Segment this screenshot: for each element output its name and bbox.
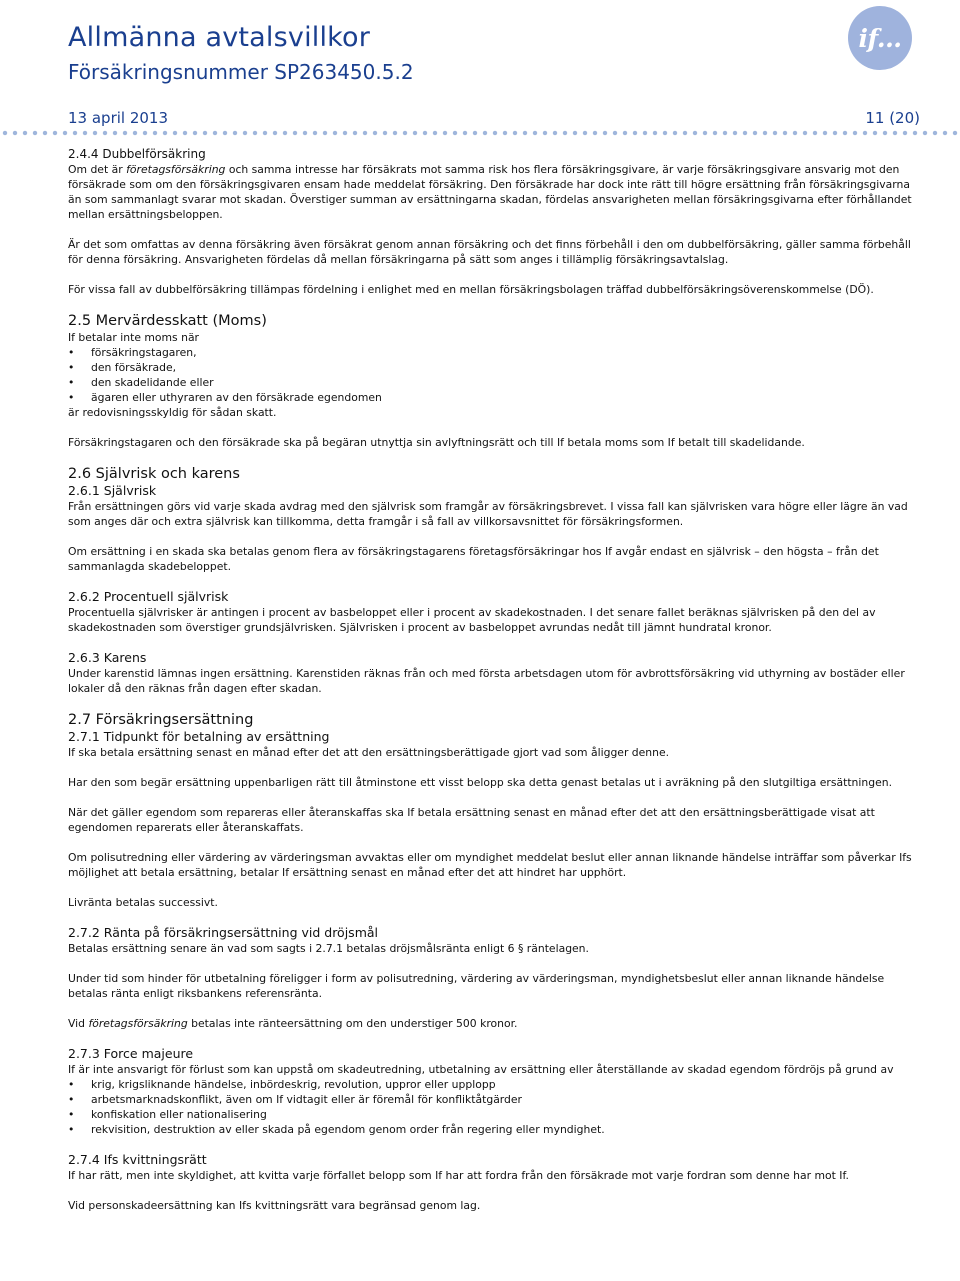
section-heading-2-6: 2.6 Självrisk och karens (68, 466, 240, 482)
emphasis-text: företagsförsäkring (126, 163, 226, 176)
list-item: • konfiskation eller nationalisering (68, 1107, 924, 1122)
paragraph: För vissa fall av dubbelförsäkring tillämpas fördelning i enlighet med en mellan försäkringsbolagen träffad dubbelförsäkringsöverenskommelse (DÖ). (68, 283, 874, 296)
document-title: Allmänna avtalsvillkor (68, 22, 371, 53)
section-heading-2-6-2: 2.6.2 Procentuell självrisk (68, 589, 229, 604)
paragraph (68, 162, 924, 222)
paragraph: När det gäller egendom som repareras eller återanskaffas ska If betala ersättning senast en månad efter det att den ersättningsberättigade visat att egendomen reparerats eller återanskaffats. (68, 806, 875, 834)
paragraph (68, 1016, 924, 1031)
paragraph: If har rätt, men inte skyldighet, att kvitta varje förfallet belopp som If har att fordra från den försäkrade mot varje fordran som denne har mot If. (68, 1169, 849, 1182)
paragraph: Från ersättningen görs vid varje skada avdrag med den självrisk som framgår av försäkringsbrevet. I vissa fall kan självrisken vara högre eller lägre än vad som anges där och extra självrisk kan tillkomma, detta framgår i så fall av villkorsavsnittet för försäkringsformen. (68, 500, 908, 528)
list-item: • rekvisition, destruktion av eller skada på egendom genom order från regering eller myndighet. (68, 1122, 924, 1137)
section-heading-2-7-4: 2.7.4 Ifs kvittningsrätt (68, 1152, 207, 1167)
paragraph: är redovisningsskyldig för sådan skatt. (68, 406, 277, 419)
text-run: och samma intresse har försäkrats mot samma risk hos flera försäkringsgivare, är varje försäkringsgivare ansvarig mot den försäkrade som om den försäkringsgivaren ensam hade meddelat försäkring. Den försäkrade har dock inte rätt till högre ersättning från försäkringsgivarna än som sammanlagt svarar mot skadan. Överstiger summan av ersättningarna skadan, fördelas ansvarigheten mellan försäkringsgivarna efter förhållandet mellan ersättningsbeloppen. (68, 163, 912, 221)
page-number: 11 (20) (865, 109, 920, 127)
bullet-list (68, 345, 924, 405)
list-item: • krig, krigsliknande händelse, inbördeskrig, revolution, uppror eller upplopp (68, 1077, 924, 1092)
section-heading-2-5: 2.5 Mervärdesskatt (Moms) (68, 313, 267, 329)
paragraph: Är det som omfattas av denna försäkring även försäkrat genom annan försäkring och det finns förbehåll i den om dubbelförsäkring, gäller samma förbehåll för denna försäkring. Ansvarigheten fördelas då mellan försäkringarna på sätt som anges i tillämplig försäkringsavtalslag. (68, 238, 911, 266)
paragraph: If betalar inte moms när (68, 331, 199, 344)
paragraph: Under tid som hinder för utbetalning föreligger i form av polisutredning, värdering av värderingsman, myndighetsbeslut eller annan liknande händelse betalas ränta enligt riksbankens referensränta. (68, 972, 885, 1000)
paragraph: If är inte ansvarigt för förlust som kan uppstå om skadeutredning, utbetalning av ersättning eller återställande av skadad egendom fördröjs på grund av (68, 1063, 894, 1076)
section-heading-2-7-2: 2.7.2 Ränta på försäkringsersättning vid dröjsmål (68, 925, 379, 940)
list-item: • den skadelidande eller (68, 375, 924, 390)
text-run: Om det är (68, 163, 127, 176)
paragraph: Om polisutredning eller värdering av värderingsman avvaktas eller om myndighet meddelat beslut eller annan liknande händelse inträffar som påverkar Ifs möjlighet att betala ersättning, betalar If ersättning senast en månad efter det att hindret har upphört. (68, 851, 912, 879)
document-body (68, 146, 924, 1213)
section-heading-2-7: 2.7 Försäkringsersättning (68, 712, 254, 728)
text-run: betalas inte ränteersättning om den understiger 500 kronor. (187, 1017, 518, 1030)
paragraph: Livränta betalas successivt. (68, 896, 218, 909)
bullet-list (68, 1077, 924, 1137)
document-date: 13 april 2013 (68, 109, 169, 127)
policy-number: Försäkringsnummer SP263450.5.2 (68, 60, 414, 84)
paragraph: If ska betala ersättning senast en månad efter det att den ersättningsberättigade gjort vad som åligger denne. (68, 746, 670, 759)
paragraph: Om ersättning i en skada ska betalas genom flera av försäkringstagarens företagsförsäkringar hos If avgår endast en självrisk – den högsta – från det sammanlagda skadebeloppet. (68, 545, 879, 573)
paragraph: Har den som begär ersättning uppenbarligen rätt till åtminstone ett visst belopp ska detta genast betalas ut i avräkning på den slutgiltiga ersättningen. (68, 776, 893, 789)
list-item: • ägaren eller uthyraren av den försäkrade egendomen (68, 390, 924, 405)
paragraph: Vid personskadeersättning kan Ifs kvittningsrätt vara begränsad genom lag. (68, 1199, 481, 1212)
list-item: • den försäkrade, (68, 360, 924, 375)
paragraph: Procentuella självrisker är antingen i procent av basbeloppet eller i procent av skadekostnaden. I det senare fallet beräknas självrisken på den del av skadekostnaden som överstiger grundsjälvrisken. Självrisken i procent av basbeloppet avrundas nedåt till jämnt hundratal kronor. (68, 606, 876, 634)
section-heading-2-7-1: 2.7.1 Tidpunkt för betalning av ersättning (68, 729, 330, 744)
paragraph: Betalas ersättning senare än vad som sagts i 2.7.1 betalas dröjsmålsränta enligt 6 § räntelagen. (68, 942, 589, 955)
section-heading-2-4-4: 2.4.4 Dubbelförsäkring (68, 147, 206, 161)
section-heading-2-6-1: 2.6.1 Självrisk (68, 483, 157, 498)
if-logo: if... (848, 6, 912, 70)
section-heading-2-6-3: 2.6.3 Karens (68, 650, 147, 665)
list-item: • arbetsmarknadskonflikt, även om If vidtagit eller är föremål för konfliktåtgärder (68, 1092, 924, 1107)
paragraph: Under karenstid lämnas ingen ersättning. Karenstiden räknas från och med första arbetsdagen utom för avbrottsförsäkring vid uthyrning av bostäder eller lokaler då den räknas från dagen efter skadan. (68, 667, 905, 695)
emphasis-text: företagsförsäkring (88, 1017, 188, 1030)
text-run: Vid (68, 1017, 89, 1030)
paragraph: Försäkringstagaren och den försäkrade ska på begäran utnyttja sin avlyftningsrätt och till If betala moms som If betalt till skadelidande. (68, 436, 805, 449)
dotted-divider (0, 130, 960, 136)
list-item: • försäkringstagaren, (68, 345, 924, 360)
section-heading-2-7-3: 2.7.3 Force majeure (68, 1046, 194, 1061)
